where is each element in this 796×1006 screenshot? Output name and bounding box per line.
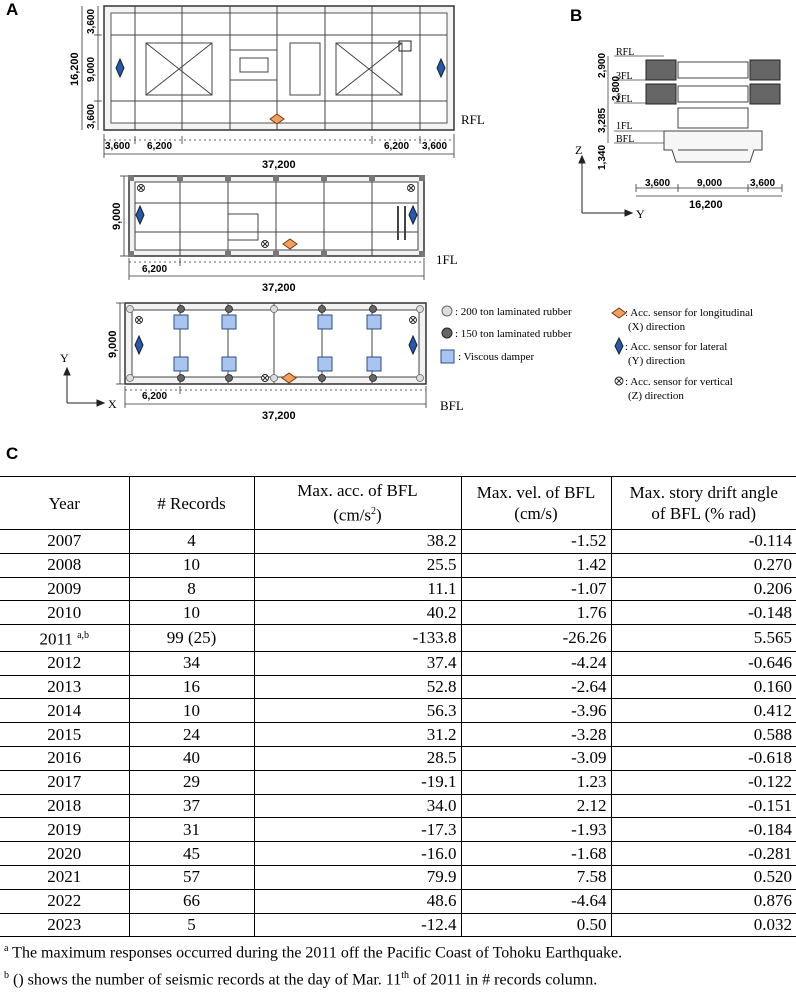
section-figure <box>575 47 782 221</box>
viscous-damper-icon <box>441 350 454 363</box>
cell-drift: -0.122 <box>611 770 796 794</box>
legend-acc-x-line1: : Acc. sensor for longitudinal <box>625 307 754 319</box>
bfl-dim-left: 9,000 <box>107 330 119 358</box>
cell-records: 5 <box>129 913 254 937</box>
rfl-dim-bottom-1: 3,600 <box>105 141 131 152</box>
cell-vel: -1.07 <box>461 577 611 601</box>
cell-acc: 28.5 <box>254 747 461 771</box>
rfl-dim-bottom-4: 3,600 <box>422 141 448 152</box>
cell-acc: 40.2 <box>254 601 461 625</box>
section-2fl: 2FL <box>616 94 633 105</box>
plan-1fl <box>129 176 424 256</box>
table-row <box>0 747 796 771</box>
section-h1: 2,900 <box>597 52 608 78</box>
plan-rfl <box>104 6 454 130</box>
cell-vel: -1.93 <box>461 818 611 842</box>
acc-z-legend-icon <box>615 377 623 385</box>
cell-vel: 1.42 <box>461 553 611 577</box>
rfl-dim-bottom-2: 6,200 <box>147 141 173 152</box>
cell-acc: -17.3 <box>254 818 461 842</box>
cell-drift: 0.520 <box>611 866 796 890</box>
cell-year: 2019 <box>0 818 129 842</box>
cell-drift: 0.270 <box>611 553 796 577</box>
cell-drift: -0.114 <box>611 530 796 554</box>
bfl-floor-label: BFL <box>440 398 464 413</box>
cell-year: 2007 <box>0 530 129 554</box>
cell-year: 2009 <box>0 577 129 601</box>
cell-vel: 0.50 <box>461 913 611 937</box>
rfl-dim-left-mid: 9,000 <box>86 56 97 82</box>
section-rfl: RFL <box>616 47 635 58</box>
cell-records: 8 <box>129 577 254 601</box>
section-1fl: 1FL <box>616 121 633 132</box>
table-row <box>0 818 796 842</box>
bfl-dim-total: 37,200 <box>262 410 296 422</box>
cell-year: 2010 <box>0 601 129 625</box>
cell-records: 10 <box>129 601 254 625</box>
cell-acc: 56.3 <box>254 699 461 723</box>
cell-vel: -3.09 <box>461 747 611 771</box>
table-body <box>0 530 796 937</box>
cell-records: 66 <box>129 889 254 913</box>
cell-vel: -4.64 <box>461 889 611 913</box>
xy-axis-icon <box>64 368 104 406</box>
table-row <box>0 889 796 913</box>
cell-records: 29 <box>129 770 254 794</box>
table-row <box>0 699 796 723</box>
cell-drift: -0.618 <box>611 747 796 771</box>
cell-records: 34 <box>129 651 254 675</box>
header-vel: Max. vel. of BFL (cm/s) <box>461 477 611 530</box>
legend-acc-x-line2: (X) direction <box>628 321 686 333</box>
table-row <box>0 770 796 794</box>
cell-drift: 5.565 <box>611 625 796 652</box>
axis-y-label: Y <box>60 351 69 365</box>
legend-viscous-damper: : Viscous damper <box>458 351 535 363</box>
section-h4: 1,340 <box>597 144 608 170</box>
records-table-wrap <box>0 476 796 991</box>
axis-x-label: X <box>108 397 117 411</box>
cell-acc: -133.8 <box>254 625 461 652</box>
cell-records: 99 (25) <box>129 625 254 652</box>
rubber-150-icon <box>442 328 452 338</box>
1fl-dim-bottom: 6,200 <box>142 264 168 275</box>
header-year: Year <box>48 493 80 513</box>
cell-year: 2021 <box>0 866 129 890</box>
section-h3: 3,285 <box>597 107 608 133</box>
table-row <box>0 553 796 577</box>
cell-records: 4 <box>129 530 254 554</box>
rubber-200-icon <box>442 306 452 316</box>
cell-acc: 25.5 <box>254 553 461 577</box>
table-row <box>0 723 796 747</box>
cell-year: 2012 <box>0 651 129 675</box>
cell-year: 2016 <box>0 747 129 771</box>
cell-acc: 34.0 <box>254 794 461 818</box>
cell-acc: 79.9 <box>254 866 461 890</box>
bfl-dim-bottom: 6,200 <box>142 391 168 402</box>
cell-year: 2018 <box>0 794 129 818</box>
acc-x-legend-icon <box>612 308 626 318</box>
panel-c-label: C <box>6 444 19 463</box>
cell-records: 10 <box>129 553 254 577</box>
cell-records: 37 <box>129 794 254 818</box>
rfl-dim-bottom-3: 6,200 <box>384 141 410 152</box>
footnote-b: $^b$ () shows the number of seismic records at the day of Mar. 11th of 2011 in # records column. <box>4 969 598 989</box>
table-row <box>0 913 796 937</box>
cell-year: 2011 $^{a,b}$ <box>0 625 129 652</box>
cell-drift: -0.184 <box>611 818 796 842</box>
1fl-dim-total: 37,200 <box>262 282 296 294</box>
cell-acc: 38.2 <box>254 530 461 554</box>
legend-rubber-200: : 200 ton laminated rubber <box>455 306 572 318</box>
cell-vel: -4.24 <box>461 651 611 675</box>
header-drift: Max. story drift angle of BFL (% rad) <box>611 477 796 530</box>
cell-vel: -26.26 <box>461 625 611 652</box>
cell-records: 24 <box>129 723 254 747</box>
legend-acc-z-line1: : Acc. sensor for vertical <box>625 376 733 388</box>
table-row <box>0 675 796 699</box>
footnote-a: $^a$ The maximum responses occurred during the 2011 off the Pacific Coast of Tohoku Earthquake. <box>4 943 623 962</box>
header-records: # Records <box>129 477 254 530</box>
rfl-dim-vertical-total: 16,200 <box>69 52 81 86</box>
cell-drift: 0.160 <box>611 675 796 699</box>
cell-records: 16 <box>129 675 254 699</box>
acc-y-legend-icon <box>615 338 623 354</box>
section-axis-y: Y <box>636 207 645 221</box>
cell-vel: -3.96 <box>461 699 611 723</box>
cell-drift: -0.281 <box>611 842 796 866</box>
cell-records: 45 <box>129 842 254 866</box>
rfl-floor-label: RFL <box>461 112 485 127</box>
floor-plans-figure <box>0 0 796 440</box>
cell-drift: 0.412 <box>611 699 796 723</box>
cell-year: 2013 <box>0 675 129 699</box>
1fl-floor-label: 1FL <box>436 252 458 267</box>
section-axis-z: Z <box>575 143 583 157</box>
panel-b-label: B <box>570 6 583 25</box>
section-bfl: BFL <box>616 134 635 145</box>
cell-acc: 37.4 <box>254 651 461 675</box>
cell-vel: -3.28 <box>461 723 611 747</box>
section-dim-3: 3,600 <box>750 178 776 189</box>
cell-drift: -0.646 <box>611 651 796 675</box>
cell-vel: -1.68 <box>461 842 611 866</box>
table-row <box>0 601 796 625</box>
cell-vel: 1.76 <box>461 601 611 625</box>
cell-drift: -0.151 <box>611 794 796 818</box>
rfl-dim-total: 37,200 <box>262 159 296 171</box>
panel-a-label: A <box>6 0 19 19</box>
cell-acc: -16.0 <box>254 842 461 866</box>
table-row <box>0 530 796 554</box>
legend-rubber-150: : 150 ton laminated rubber <box>455 328 572 340</box>
legend <box>441 306 753 402</box>
cell-year: 2017 <box>0 770 129 794</box>
table-row <box>0 651 796 675</box>
cell-vel: 2.12 <box>461 794 611 818</box>
cell-acc: 48.6 <box>254 889 461 913</box>
cell-acc: -12.4 <box>254 913 461 937</box>
rfl-dim-left-top: 3,600 <box>86 8 97 34</box>
cell-records: 10 <box>129 699 254 723</box>
legend-acc-z-line2: (Z) direction <box>628 390 684 402</box>
cell-drift: 0.876 <box>611 889 796 913</box>
cell-acc: 11.1 <box>254 577 461 601</box>
cell-acc: 52.8 <box>254 675 461 699</box>
cell-vel: 1.23 <box>461 770 611 794</box>
cell-drift: 0.032 <box>611 913 796 937</box>
records-table <box>0 476 796 937</box>
table-row <box>0 577 796 601</box>
cell-vel: -2.64 <box>461 675 611 699</box>
section-3fl: 3FL <box>616 71 633 82</box>
cell-year: 2008 <box>0 553 129 577</box>
cell-acc: -19.1 <box>254 770 461 794</box>
section-dim-total: 16,200 <box>689 199 723 211</box>
table-row <box>0 866 796 890</box>
cell-year: 2020 <box>0 842 129 866</box>
legend-acc-y-line2: (Y) direction <box>628 355 686 367</box>
rfl-dim-left-bottom: 3,600 <box>86 103 97 129</box>
section-h2: 2,800 <box>611 75 622 101</box>
1fl-dim-left: 9,000 <box>111 202 123 230</box>
table-header-row <box>0 477 796 530</box>
cell-acc: 31.2 <box>254 723 461 747</box>
cell-year: 2022 <box>0 889 129 913</box>
table-row <box>0 625 796 652</box>
cell-records: 31 <box>129 818 254 842</box>
legend-acc-y-line1: : Acc. sensor for lateral <box>625 341 728 353</box>
section-dim-1: 3,600 <box>645 178 671 189</box>
cell-year: 2015 <box>0 723 129 747</box>
cell-records: 40 <box>129 747 254 771</box>
cell-vel: 7.58 <box>461 866 611 890</box>
table-row <box>0 794 796 818</box>
table-row <box>0 842 796 866</box>
cell-drift: 0.206 <box>611 577 796 601</box>
cell-year: 2023 <box>0 913 129 937</box>
cell-drift: -0.148 <box>611 601 796 625</box>
cell-drift: 0.588 <box>611 723 796 747</box>
cell-year: 2014 <box>0 699 129 723</box>
section-dim-2: 9,000 <box>697 178 723 189</box>
cell-records: 57 <box>129 866 254 890</box>
header-acc: Max. acc. of BFL $(cm/s^2)$ <box>254 477 461 530</box>
cell-vel: -1.52 <box>461 530 611 554</box>
